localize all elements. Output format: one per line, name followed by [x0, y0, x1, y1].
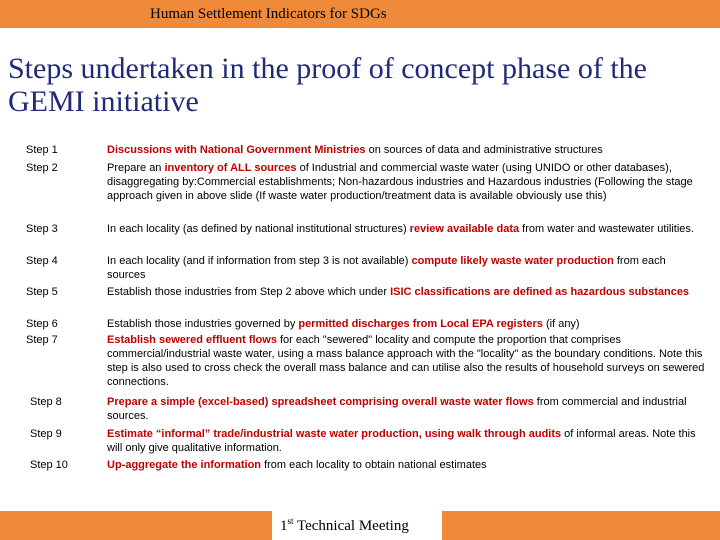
step-10-text: Up-aggregate the information from each locality to obtain national estimates — [107, 459, 487, 471]
step-7-text: Establish sewered effluent flows for each "sewered" locality and compute the proportion that comprises commercial/industrial waste water, using a mass balance approach with the "locality" as the boundary conditions. Note this step is also used to cross check the overall mass balance and can utilise also the results of household surveys on sewered connections. — [107, 334, 705, 388]
step-4-label: Step 4 — [26, 255, 58, 267]
step-9-text: Estimate “informal” trade/industrial waste water production, using walk through audits of informal areas. Note this will only give qualitative information. — [107, 428, 696, 454]
step-8-text: Prepare a simple (excel-based) spreadsheet comprising overall waste water flows from commercial and industrial sources. — [107, 396, 687, 422]
header-bar — [0, 0, 720, 28]
step-5-label: Step 5 — [26, 286, 58, 298]
step-2-text: Prepare an inventory of ALL sources of Industrial and commercial waste water (using UNIDO or other databases), disaggregating by:Commercial establishments; Non-hazardous industries and Hazardous industries (Following the stage approach given in above slide (If waste water production/treatment data is available obviously use this) — [107, 162, 693, 202]
step-2-label: Step 2 — [26, 162, 58, 174]
step-3-text: In each locality (as defined by national institutional structures) review available data from water and wastewater utilities. — [107, 223, 694, 235]
step-7-label: Step 7 — [26, 334, 58, 346]
step-5-text: Establish those industries from Step 2 above which under ISIC classifications are defined as hazardous substances — [107, 286, 690, 298]
step-6-label: Step 6 — [26, 318, 58, 330]
footer-text: 1st Technical Meeting — [280, 516, 409, 534]
header-title: Human Settlement Indicators for SDGs — [150, 6, 387, 22]
step-8-label: Step 8 — [30, 396, 62, 408]
step-4-text: In each locality (and if information from step 3 is not available) compute likely waste water production from each sources — [107, 255, 666, 281]
step-10-label: Step 10 — [30, 459, 68, 471]
step-6-text: Establish those industries governed by permitted discharges from Local EPA registers (if any) — [107, 318, 580, 330]
step-1-text: Discussions with National Government Ministries on sources of data and administrative structures — [107, 144, 603, 156]
slide-title: Steps undertaken in the proof of concept phase of the GEMI initiative — [8, 52, 647, 118]
step-9-label: Step 9 — [30, 428, 62, 440]
step-1-label: Step 1 — [26, 144, 58, 156]
step-3-label: Step 3 — [26, 223, 58, 235]
